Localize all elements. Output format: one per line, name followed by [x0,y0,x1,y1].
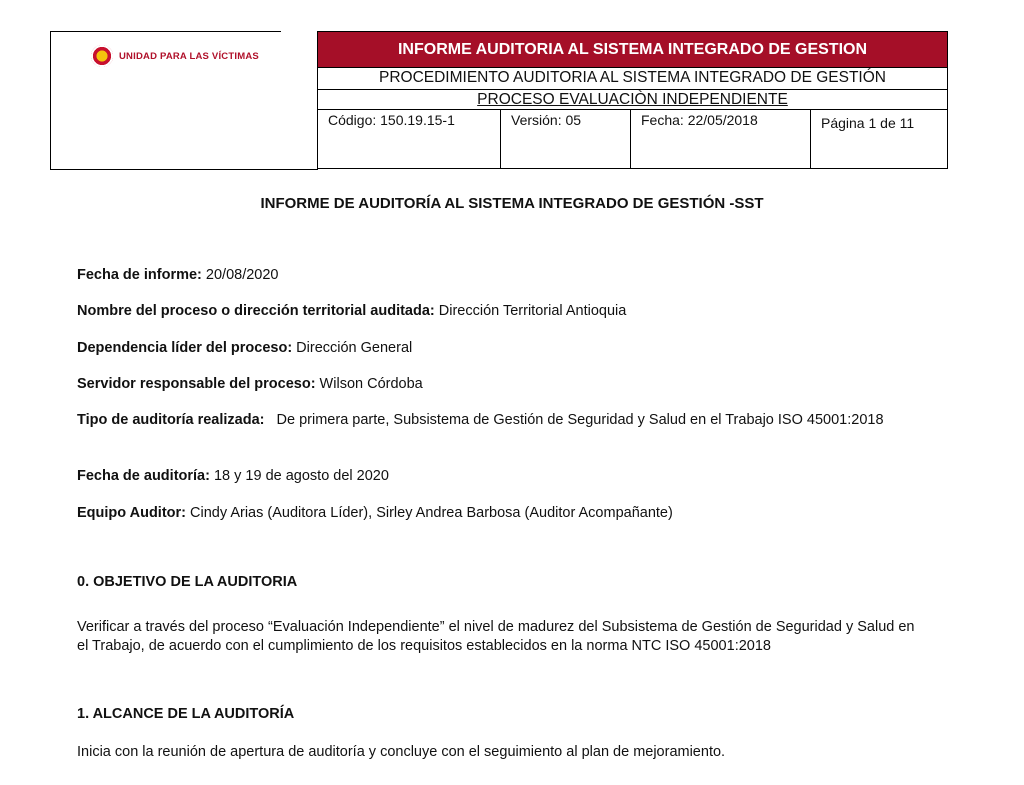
field-audit-type: Tipo de auditoría realizada: De primera parte, Subsistema de Gestión de Seguridad y Salud en el Trabajo ISO 45001:2018 [77,412,884,428]
document-date: Fecha: 22/05/2018 [631,110,811,168]
document-header [50,31,948,169]
logo-text: UNIDAD PARA LAS VÍCTIMAS [119,50,259,62]
field-audit-team: Equipo Auditor: Cindy Arias (Auditora Líder), Sirley Andrea Barbosa (Auditor Acompañante) [77,505,673,521]
emblem-icon [91,45,113,67]
section-heading-objective: 0. OBJETIVO DE LA AUDITORIA [77,574,298,590]
field-process-name: Nombre del proceso o dirección territorial auditada: Dirección Territorial Antioquia [77,303,627,319]
section-body-scope: Inicia con la reunión de apertura de auditoría y concluye con el seguimiento al plan de mejoramiento. [77,744,726,760]
field-report-date: Fecha de informe: 20/08/2020 [77,267,279,283]
report-title: INFORME AUDITORIA AL SISTEMA INTEGRADO DE GESTION [317,31,948,68]
document-title: INFORME DE AUDITORÍA AL SISTEMA INTEGRADO DE GESTIÓN -SST [260,195,764,212]
logo-cell [50,31,318,170]
section-body-objective: Verificar a través del proceso “Evaluación Independiente” el nivel de madurez del Subsistema de Gestión de Seguridad y Salud en el Trabajo, de acuerdo con el cumplimiento de los requisitos establecidos en la norma NTC ISO 45001:2018 [77,619,915,654]
field-lead-dependency: Dependencia líder del proceso: Dirección General [77,340,413,356]
organization-logo [91,45,259,67]
document-code: Código: 150.19.15-1 [318,110,501,168]
section-heading-scope: 1. ALCANCE DE LA AUDITORÍA [77,706,295,722]
document-meta [317,110,948,169]
field-responsible-server: Servidor responsable del proceso: Wilson Córdoba [77,376,423,392]
procedure-name: PROCEDIMIENTO AUDITORIA AL SISTEMA INTEGRADO DE GESTIÓN [317,68,948,90]
page-number: Página 1 de 11 [821,115,915,131]
field-audit-date: Fecha de auditoría: 18 y 19 de agosto del 2020 [77,468,389,484]
process-name: PROCESO EVALUACIÒN INDEPENDIENTE [317,90,948,110]
document-version: Versión: 05 [501,110,631,168]
